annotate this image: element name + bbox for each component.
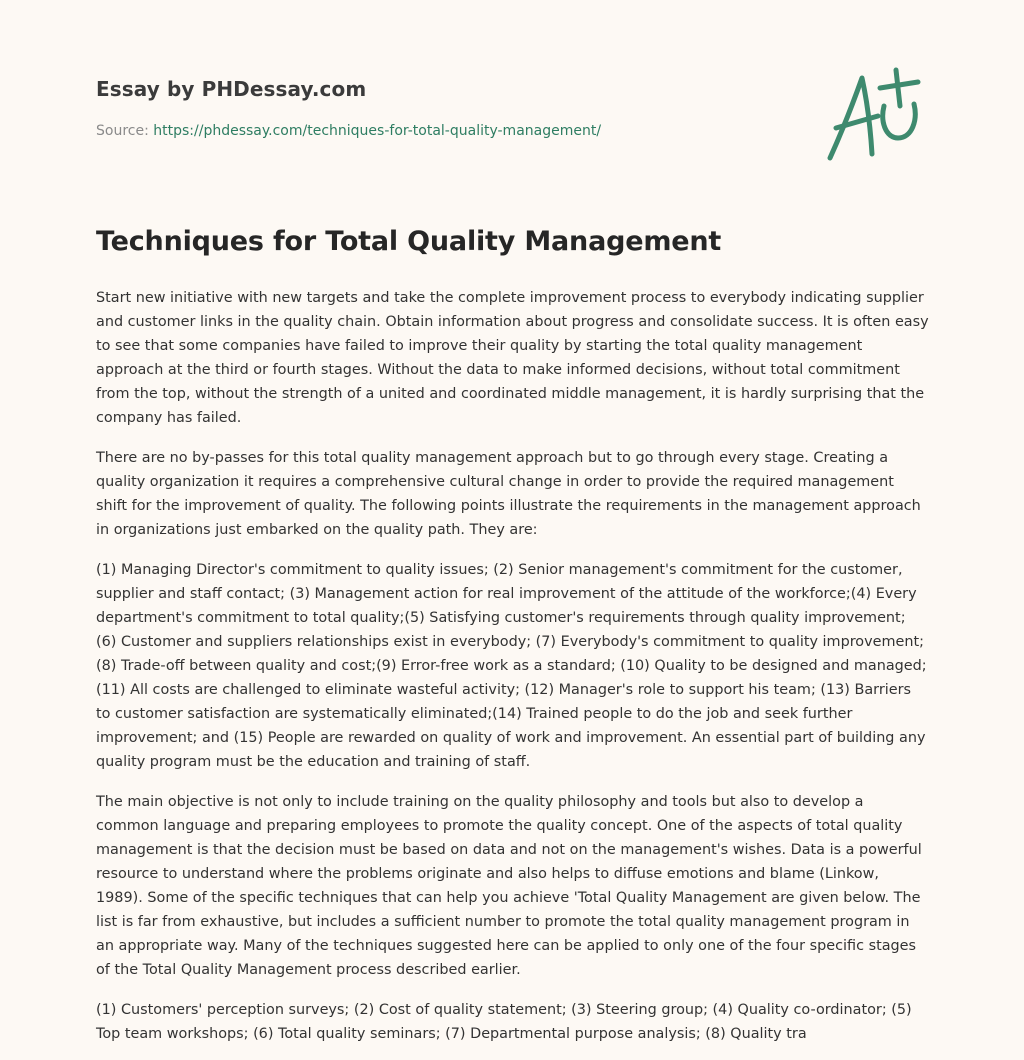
paragraph: (1) Customers' perception surveys; (2) Cost of quality statement; (3) Steering group; (4) Quality co-ordinator; (5) Top team workshops; (6) Total quality seminars; (7) Departmental purpose analysis; (8) Quality tra	[96, 1002, 912, 1042]
paragraph: There are no by-passes for this total quality management approach but to go through every stage. Creating a quality organization it requires a comprehensive cultural change in order to provide the required management shift for the improvement of quality. The following points illustrate the requirements in the management approach in organizations just embarked on the quality path. They are:	[96, 450, 921, 538]
source-label: Source:	[96, 123, 149, 139]
paragraph: (1) Managing Director's commitment to quality issues; (2) Senior management's commitment for the customer, supplier and staff contact; (3) Management action for real improvement of the attitude of the workforce;(4) Every department's commitment to total quality;(5) Satisfying customer's requirements through quality improvement; (6) Customer and suppliers relationships exist in everybody; (7) Everybody's commitment to quality improvement; (8) Trade-off between quality and cost;(9) Error-free work as a standard; (10) Quality to be designed and managed; (11) All costs are challenged to eliminate wasteful activity; (12) Manager's role to support his team; (13) Barriers to customer satisfaction are systematically eliminated;(14) Trained people to do the job and seek further improvement; and (15) People are rewarded on quality of work and improvement. An essential part of building any quality program must be the education and training of staff.	[96, 562, 927, 770]
a-plus-icon	[822, 66, 930, 166]
a-plus-logo	[822, 66, 930, 166]
source-line	[96, 123, 601, 139]
article-title: Techniques for Total Quality Management	[96, 226, 722, 257]
paragraph: The main objective is not only to include training on the quality philosophy and tools but also to develop a common language and preparing employees to promote the quality concept. One of the aspects of total quality management is that the decision must be based on data and not on the management's wishes. Data is a powerful resource to understand where the problems originate and also helps to diffuse emotions and blame (Linkow, 1989). Some of the specific techniques that can help you achieve 'Total Quality Management are given below. The list is far from exhaustive, but includes a sufficient number to promote the total quality management program in an appropriate way. Many of the techniques suggested here can be applied to only one of the four specific stages of the Total Quality Management process described earlier.	[96, 794, 922, 978]
paragraph: Start new initiative with new targets and take the complete improvement process to everybody indicating supplier and customer links in the quality chain. Obtain information about progress and consolidate success. It is often easy to see that some companies have failed to improve their quality by starting the total quality management approach at the third or fourth stages. Without the data to make informed decisions, without total commitment from the top, without the strength of a united and coordinated middle management, it is hardly surprising that the company has failed.	[96, 290, 929, 426]
source-link[interactable]: https://phdessay.com/techniques-for-total-quality-management/	[153, 123, 602, 139]
brand-title: Essay by PHDessay.com	[96, 77, 367, 101]
article-body	[96, 286, 929, 1060]
site-header	[96, 77, 601, 139]
